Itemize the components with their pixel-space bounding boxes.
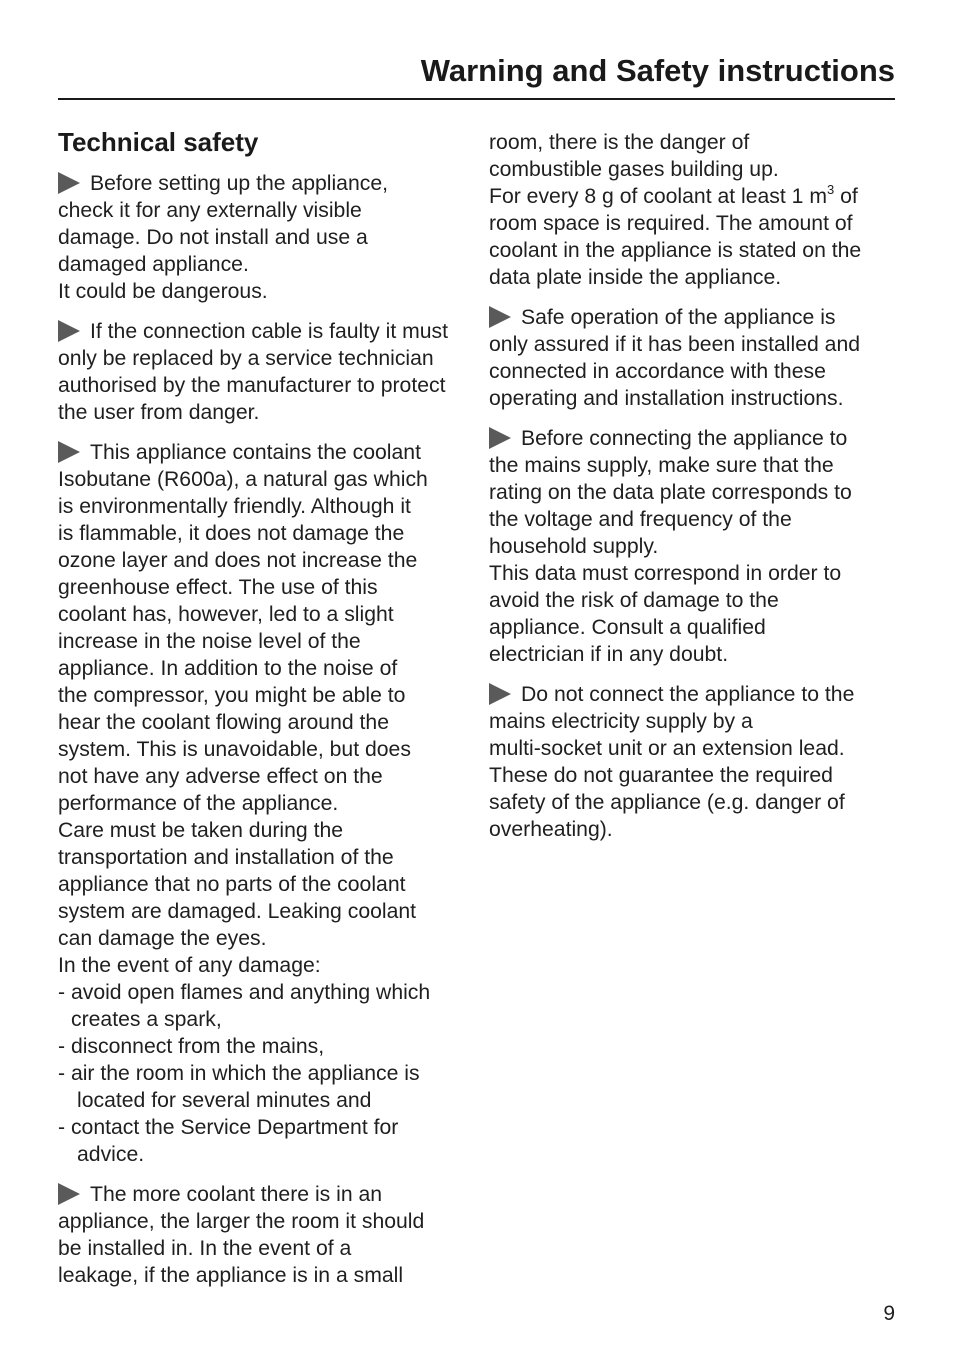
section-title: Technical safety [58,127,259,157]
page-header [58,52,895,100]
text-line: room, there is the danger of [489,131,750,154]
text-line: is environmentally friendly. Although it [58,495,411,518]
paragraph-coolant [58,439,470,1168]
text-line: hear the coolant flowing around the [58,711,389,734]
paragraph-multi-socket [489,681,901,843]
text-line: multi-socket unit or an extension lead. [489,737,845,760]
paragraph-safe-operation [489,304,901,412]
text-line: This appliance contains the coolant [58,439,470,466]
paragraph-mains-rating [489,425,901,668]
triangle-arrow-icon [489,683,511,705]
paragraph-connection-cable [58,318,470,426]
text-line: room space is required. The amount of [489,212,853,235]
text-line: overheating). [489,818,613,841]
text-line: rating on the data plate corresponds to [489,481,852,504]
text-line: authorised by the manufacturer to protect [58,374,446,397]
text-line: the mains supply, make sure that the [489,454,834,477]
text-line: coolant has, however, led to a slight [58,603,394,626]
paragraph-room-size [58,1181,470,1289]
text-line: This data must correspond in order to [489,562,842,585]
text-line: If the connection cable is faulty it must [58,318,470,345]
text-line: performance of the appliance. [58,792,339,815]
text-line: greenhouse effect. The use of this [58,576,378,599]
text-line: appliance that no parts of the coolant [58,873,406,896]
text-line: mains electricity supply by a [489,710,753,733]
text-line: appliance. In addition to the noise of [58,657,398,680]
list-item-continuation: advice. [77,1143,145,1166]
paragraph-room-size-continued [489,129,901,291]
text-line: In the event of any damage: [58,954,321,977]
triangle-arrow-icon [489,306,511,328]
list-item: - contact the Service Department for [58,1116,399,1139]
list-item-continuation: located for several minutes and [77,1089,372,1112]
triangle-arrow-icon [58,172,80,194]
text-line: avoid the risk of damage to the [489,589,779,612]
text-line: the compressor, you might be able to [58,684,406,707]
text-line: the user from danger. [58,401,260,424]
text-line: be installed in. In the event of a [58,1237,352,1260]
text-line: only be replaced by a service technician [58,347,434,370]
text-line: These do not guarantee the required [489,764,833,787]
text-line: connected in accordance with these [489,360,826,383]
list-item-continuation: creates a spark, [71,1008,222,1031]
text-line: Do not connect the appliance to the [489,681,901,708]
text-line: Before connecting the appliance to [489,425,901,452]
paragraph-damage-check [58,170,470,305]
triangle-arrow-icon [58,1183,80,1205]
text-line: Care must be taken during the [58,819,344,842]
left-column [58,124,470,1302]
text-line: operating and installation instructions. [489,387,844,410]
text-line: coolant in the appliance is stated on the [489,239,862,262]
page-number: 9 [883,1302,895,1325]
page-title: Warning and Safety instructions [420,53,895,88]
text-line: For every 8 g of coolant at least 1 $m^3$ of [489,181,858,208]
text-line: system are damaged. Leaking coolant [58,900,417,923]
text-line: can damage the eyes. [58,927,267,950]
text-line: The more coolant there is in an [58,1181,470,1208]
text-line: Before setting up the appliance, [58,170,470,197]
text-line: leakage, if the appliance is in a small [58,1264,404,1287]
text-line: is flammable, it does not damage the [58,522,405,545]
triangle-arrow-icon [58,320,80,342]
text-line: only assured if it has been installed and [489,333,861,356]
text-line: data plate inside the appliance. [489,266,782,289]
text-line: Isobutane (R600a), a natural gas which [58,468,428,491]
text-line: not have any adverse effect on the [58,765,383,788]
triangle-arrow-icon [489,427,511,449]
text-line: ozone layer and does not increase the [58,549,418,572]
text-line: safety of the appliance (e.g. danger of [489,791,845,814]
text-line: household supply. [489,535,659,558]
triangle-arrow-icon [58,441,80,463]
text-line: appliance. Consult a qualified [489,616,766,639]
text-line: system. This is unavoidable, but does [58,738,411,761]
text-line: check it for any externally visible [58,199,362,222]
list-item: - disconnect from the mains, [58,1035,325,1058]
text-line: transportation and installation of the [58,846,394,869]
superscript: 3 [827,181,835,197]
text-line: the voltage and frequency of the [489,508,792,531]
list-item: - air the room in which the appliance is [58,1062,420,1085]
text-line: increase in the noise level of the [58,630,361,653]
text-line: electrician if in any doubt. [489,643,729,666]
text-line: appliance, the larger the room it should [58,1210,425,1233]
text-line: Safe operation of the appliance is [489,304,901,331]
text-line: combustible gases building up. [489,158,779,181]
text-line: It could be dangerous. [58,280,268,303]
right-column [489,129,901,856]
text-line: damaged appliance. [58,253,249,276]
list-item: - avoid open flames and anything which [58,981,431,1004]
text-line: damage. Do not install and use a [58,226,368,249]
